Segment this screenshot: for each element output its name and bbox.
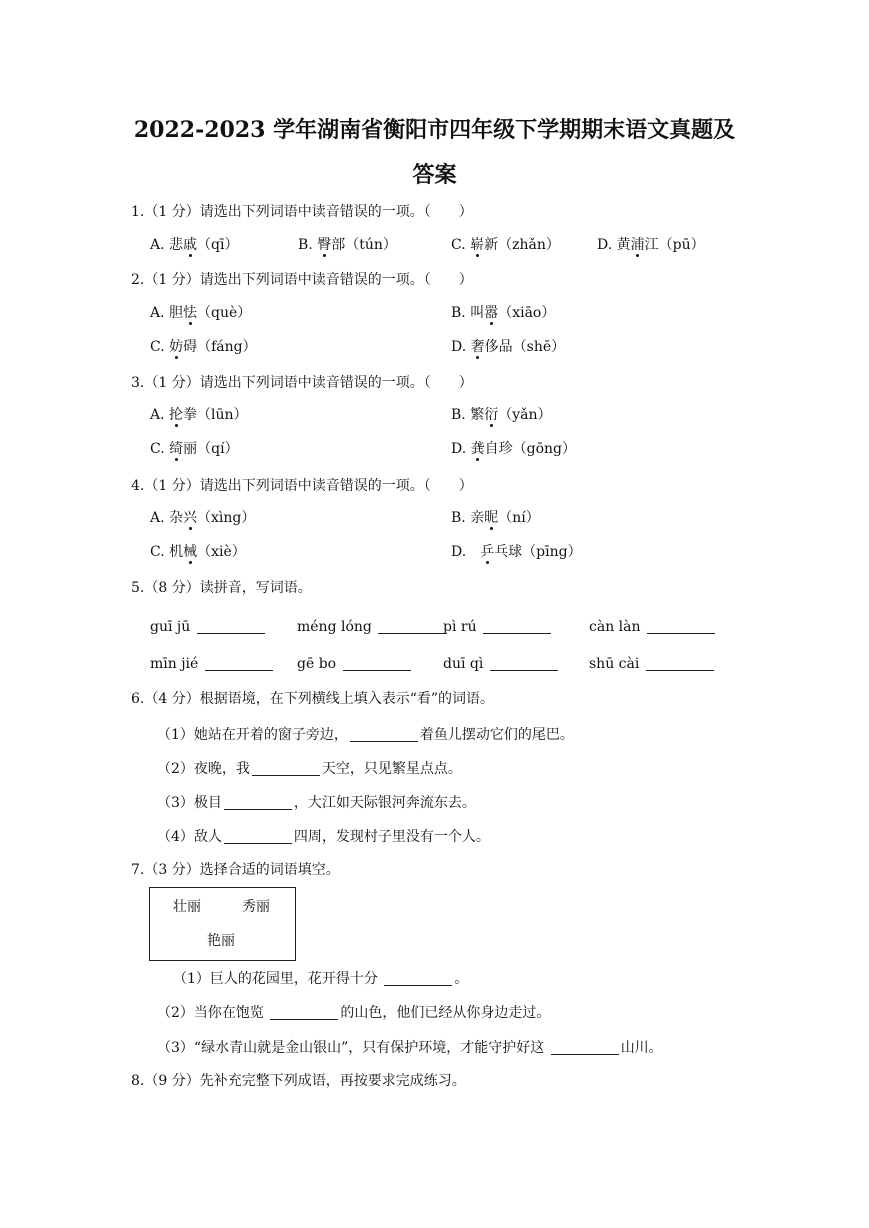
q6-stem: 6.（4 分）根据语境，在下列横线上填入表示“看”的词语。	[131, 691, 495, 707]
q4-stem: 4.（1 分）请选出下列词语中读音错误的一项。（ ）	[131, 478, 473, 494]
q5-item-4: càn làn	[589, 619, 717, 634]
q4-option-b: B. 亲昵（ní）	[451, 510, 540, 526]
q4-option-c: C. 机械（xiè）	[150, 544, 246, 560]
q3-option-a: A. 抡拳（lūn）	[150, 407, 248, 423]
answer-blank[interactable]	[252, 761, 320, 776]
q5-item-2: méng lóng	[297, 619, 448, 634]
answer-blank[interactable]	[384, 971, 452, 986]
q6-sentence-2: （2）夜晚，我 天空，只见繁星点点。	[157, 761, 462, 777]
q6-sentence-4: （4）敌人 四周，发现村子里没有一个人。	[157, 829, 490, 845]
q2-option-d: D. 奢侈品（shē）	[451, 339, 566, 355]
q7-sentence-3: （3）“绿水青山就是金山银山”，只有保护环境，才能守护好这 山川。	[157, 1040, 663, 1056]
q3-option-b: B. 繁衍（yǎn）	[451, 407, 552, 423]
q1-option-a: A. 悲戚（qī）	[150, 237, 239, 253]
word-bank-box	[149, 887, 296, 961]
q7-sentence-1: （1）巨人的花园里，花开得十分 。	[173, 971, 469, 987]
answer-blank[interactable]	[343, 656, 411, 671]
answer-blank[interactable]	[378, 619, 446, 634]
word-bank-item: 艳丽	[207, 933, 235, 949]
q7-sentence-2: （2）当你在饱览 的山色，他们已经从你身边走过。	[157, 1005, 551, 1021]
q3-stem: 3.（1 分）请选出下列词语中读音错误的一项。（ ）	[131, 375, 473, 391]
q4-option-d: D. 乒乓球（pīng）	[451, 544, 582, 560]
q2-option-c: C. 妨碍（fáng）	[150, 339, 257, 355]
word-bank-item: 壮丽	[173, 899, 201, 915]
q6-sentence-1: （1）她站在开着的窗子旁边， 着鱼儿摆动它们的尾巴。	[157, 727, 574, 743]
q5-item-5: mīn jié	[150, 656, 275, 671]
document-title-line1: 2022-2023 学年湖南省衡阳市四年级下学期期末语文真题及	[133, 117, 736, 143]
word-bank-item: 秀丽	[242, 899, 270, 915]
answer-blank[interactable]	[224, 829, 292, 844]
answer-blank[interactable]	[551, 1040, 619, 1055]
q4-option-a: A. 杂兴（xìng）	[150, 510, 256, 526]
q2-stem: 2.（1 分）请选出下列词语中读音错误的一项。（ ）	[131, 272, 473, 288]
q2-option-b: B. 叫嚣（xiāo）	[451, 305, 556, 321]
q7-stem: 7.（3 分）选择合适的词语填空。	[131, 862, 340, 878]
q1-option-c: C. 崭新（zhǎn）	[451, 237, 560, 253]
q3-option-d: D. 龚自珍（gōng）	[451, 441, 577, 457]
q1-stem: 1.（1 分）请选出下列词语中读音错误的一项。（ ）	[131, 204, 473, 220]
answer-blank[interactable]	[270, 1005, 338, 1020]
q8-stem: 8.（9 分）先补充完整下列成语，再按要求完成练习。	[131, 1073, 466, 1089]
answer-blank[interactable]	[197, 619, 265, 634]
q5-item-6: gē bo	[297, 656, 413, 671]
q3-option-c: C. 绮丽（qí）	[150, 441, 239, 457]
q5-item-7: duī qì	[443, 656, 560, 671]
q1-option-d: D. 黄浦江（pū）	[597, 237, 705, 253]
q5-item-8: shū cài	[589, 656, 716, 671]
answer-blank[interactable]	[483, 619, 551, 634]
document-title-line2: 答案	[412, 162, 457, 188]
q5-stem: 5.（8 分）读拼音，写词语。	[131, 580, 312, 596]
answer-blank[interactable]	[205, 656, 273, 671]
answer-blank[interactable]	[646, 656, 714, 671]
q5-item-1: guī jū	[150, 619, 267, 634]
q1-option-b: B. 臀部（tún）	[298, 237, 397, 253]
answer-blank[interactable]	[350, 727, 418, 742]
answer-blank[interactable]	[224, 795, 292, 810]
q6-sentence-3: （3）极目 ，大江如天际银河奔流东去。	[157, 795, 476, 811]
q2-option-a: A. 胆怯（què）	[150, 305, 252, 321]
answer-blank[interactable]	[490, 656, 558, 671]
q5-item-3: pì rú	[443, 619, 553, 634]
answer-blank[interactable]	[647, 619, 715, 634]
